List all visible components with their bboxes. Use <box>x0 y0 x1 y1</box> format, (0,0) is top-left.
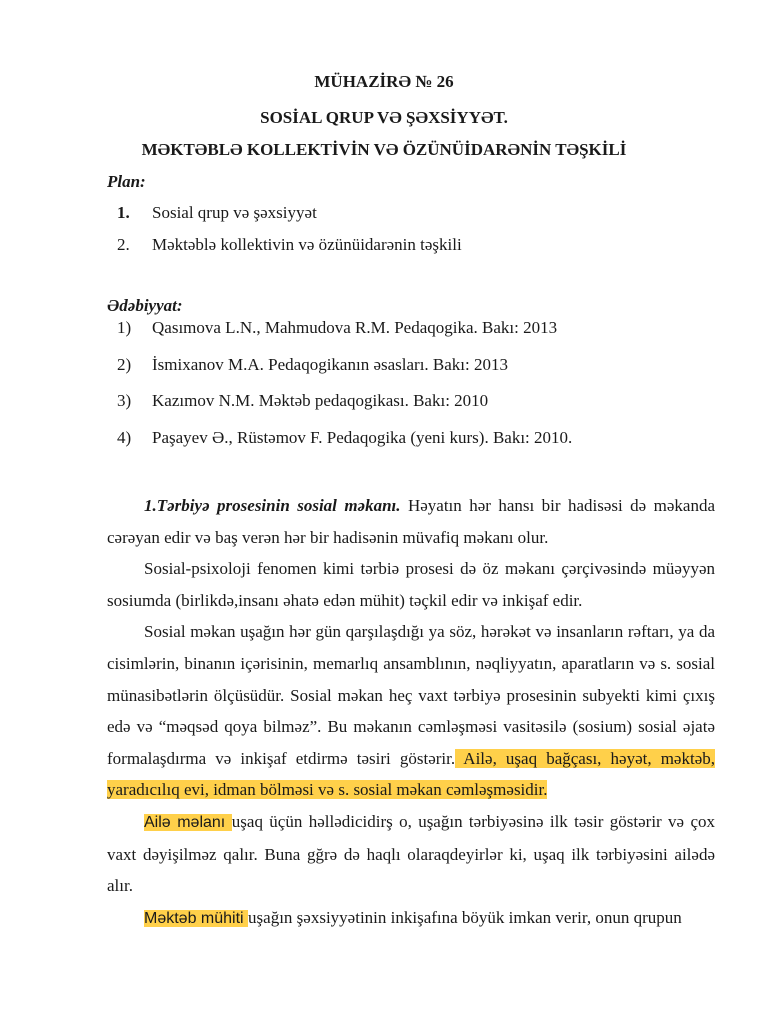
literature-item-number: 2) <box>117 355 132 374</box>
body-text <box>107 490 715 934</box>
literature-heading: Ədəbiyyat: <box>107 296 183 315</box>
paragraph-text: Həyatın hər hansı bir hadisəsi də məkanda cərəyan edir və baş verən hər bir hadisənin müvafiq məkanı olur. <box>107 496 716 547</box>
paragraph-2 <box>107 553 715 616</box>
paragraph-text: Sosial məkan uşağın hər gün qarşılaşdığı ya söz, hərəkət və insanların rəftarı, ya da cisimlərin, binanın içərisinin, memarlıq ansamblının, nəqliyyatın, aparatların və s. sosial münasibətlərin ölçüsüdür. Sosial məkan heç vaxt tərbiyə prosesinin subyekti kimi çıxış edə və “məqsəd qoya bilməz”. Bu məkanın cəmləşməsi vasitəsilə (sosium) sosial əjatə formalaşdırma və inkişaf etdirmə təsiri göstərir. <box>107 622 715 768</box>
plan-item-text: Məktəblə kollektivin və özünüidarənin təşkili <box>152 235 462 254</box>
lecture-number-title: MÜHAZİRƏ № 26 <box>314 72 454 91</box>
literature-item <box>117 318 557 338</box>
literature-item-text: Paşayev Ə., Rüstəmov F. Pedaqogika (yeni kurs). Bakı: 2010. <box>152 428 573 447</box>
literature-item <box>117 391 488 411</box>
paragraph-text: uşaq üçün həllədicidirş o, uşağın tərbiyəsinə ilk təsir göstərir və çox vaxt dəyişilməz qalır. Buna gğrə də haqlı olaraqdeyirlər ki, uşaq ilk tərbiyəsini ailədə alır. <box>107 811 715 896</box>
paragraph-5 <box>107 902 715 935</box>
literature-item-text: Qasımova L.N., Mahmudova R.M. Pedaqogika. Bakı: 2013 <box>152 318 558 337</box>
highlighted-text: Məktəb mühiti <box>144 909 249 927</box>
literature-item <box>117 355 508 375</box>
literature-item-number: 4) <box>117 428 132 447</box>
paragraph-4 <box>107 806 715 902</box>
highlighted-text: Ailə məlanı <box>144 813 232 831</box>
plan-heading: Plan: <box>107 172 146 191</box>
literature-item-number: 1) <box>117 318 132 337</box>
paragraph-3 <box>107 616 715 806</box>
plan-item-number: 1. <box>117 203 130 222</box>
paragraph-1 <box>107 490 715 553</box>
literature-item-text: İsmixanov M.A. Pedaqogikanın əsasları. Bakı: 2013 <box>152 355 509 374</box>
literature-item-number: 3) <box>117 391 132 410</box>
lecture-title: SOSİAL QRUP VƏ ŞƏXSİYYƏT. <box>260 108 508 127</box>
plan-item-text: Sosial qrup və şəxsiyyət <box>152 203 317 222</box>
literature-item <box>117 428 572 448</box>
paragraph-text: Sosial-psixoloji fenomen kimi tərbiə prosesi də öz məkanı çərçivəsində müəyyən sosiumda (birlikdə,insanı əhatə edən mühit) təçkil edir və inkişaf edir. <box>107 559 715 610</box>
plan-item <box>117 203 317 223</box>
plan-item-number: 2. <box>117 235 130 254</box>
lecture-subtitle: MƏKTƏBLƏ KOLLEKTİVİN VƏ ÖZÜNÜİDARƏNİN TƏŞKİLİ <box>141 140 627 159</box>
section-number: 1. <box>144 496 157 515</box>
literature-item-text: Kazımov N.M. Məktəb pedaqogikası. Bakı: 2010 <box>152 391 489 410</box>
plan-item <box>117 235 462 255</box>
highlighted-text: Ailə, uşaq bağçası, həyət, məktəb, yaradıcılıq evi, idman bölməsi və s. sosial məkan cəmləşməsidir. <box>107 748 715 800</box>
paragraph-text: uşağın şəxsiyyətinin inkişafına böyük imkan verir, onun qrupun <box>248 907 682 927</box>
section-title: Tərbiyə prosesinin sosial məkanı. <box>156 496 401 515</box>
